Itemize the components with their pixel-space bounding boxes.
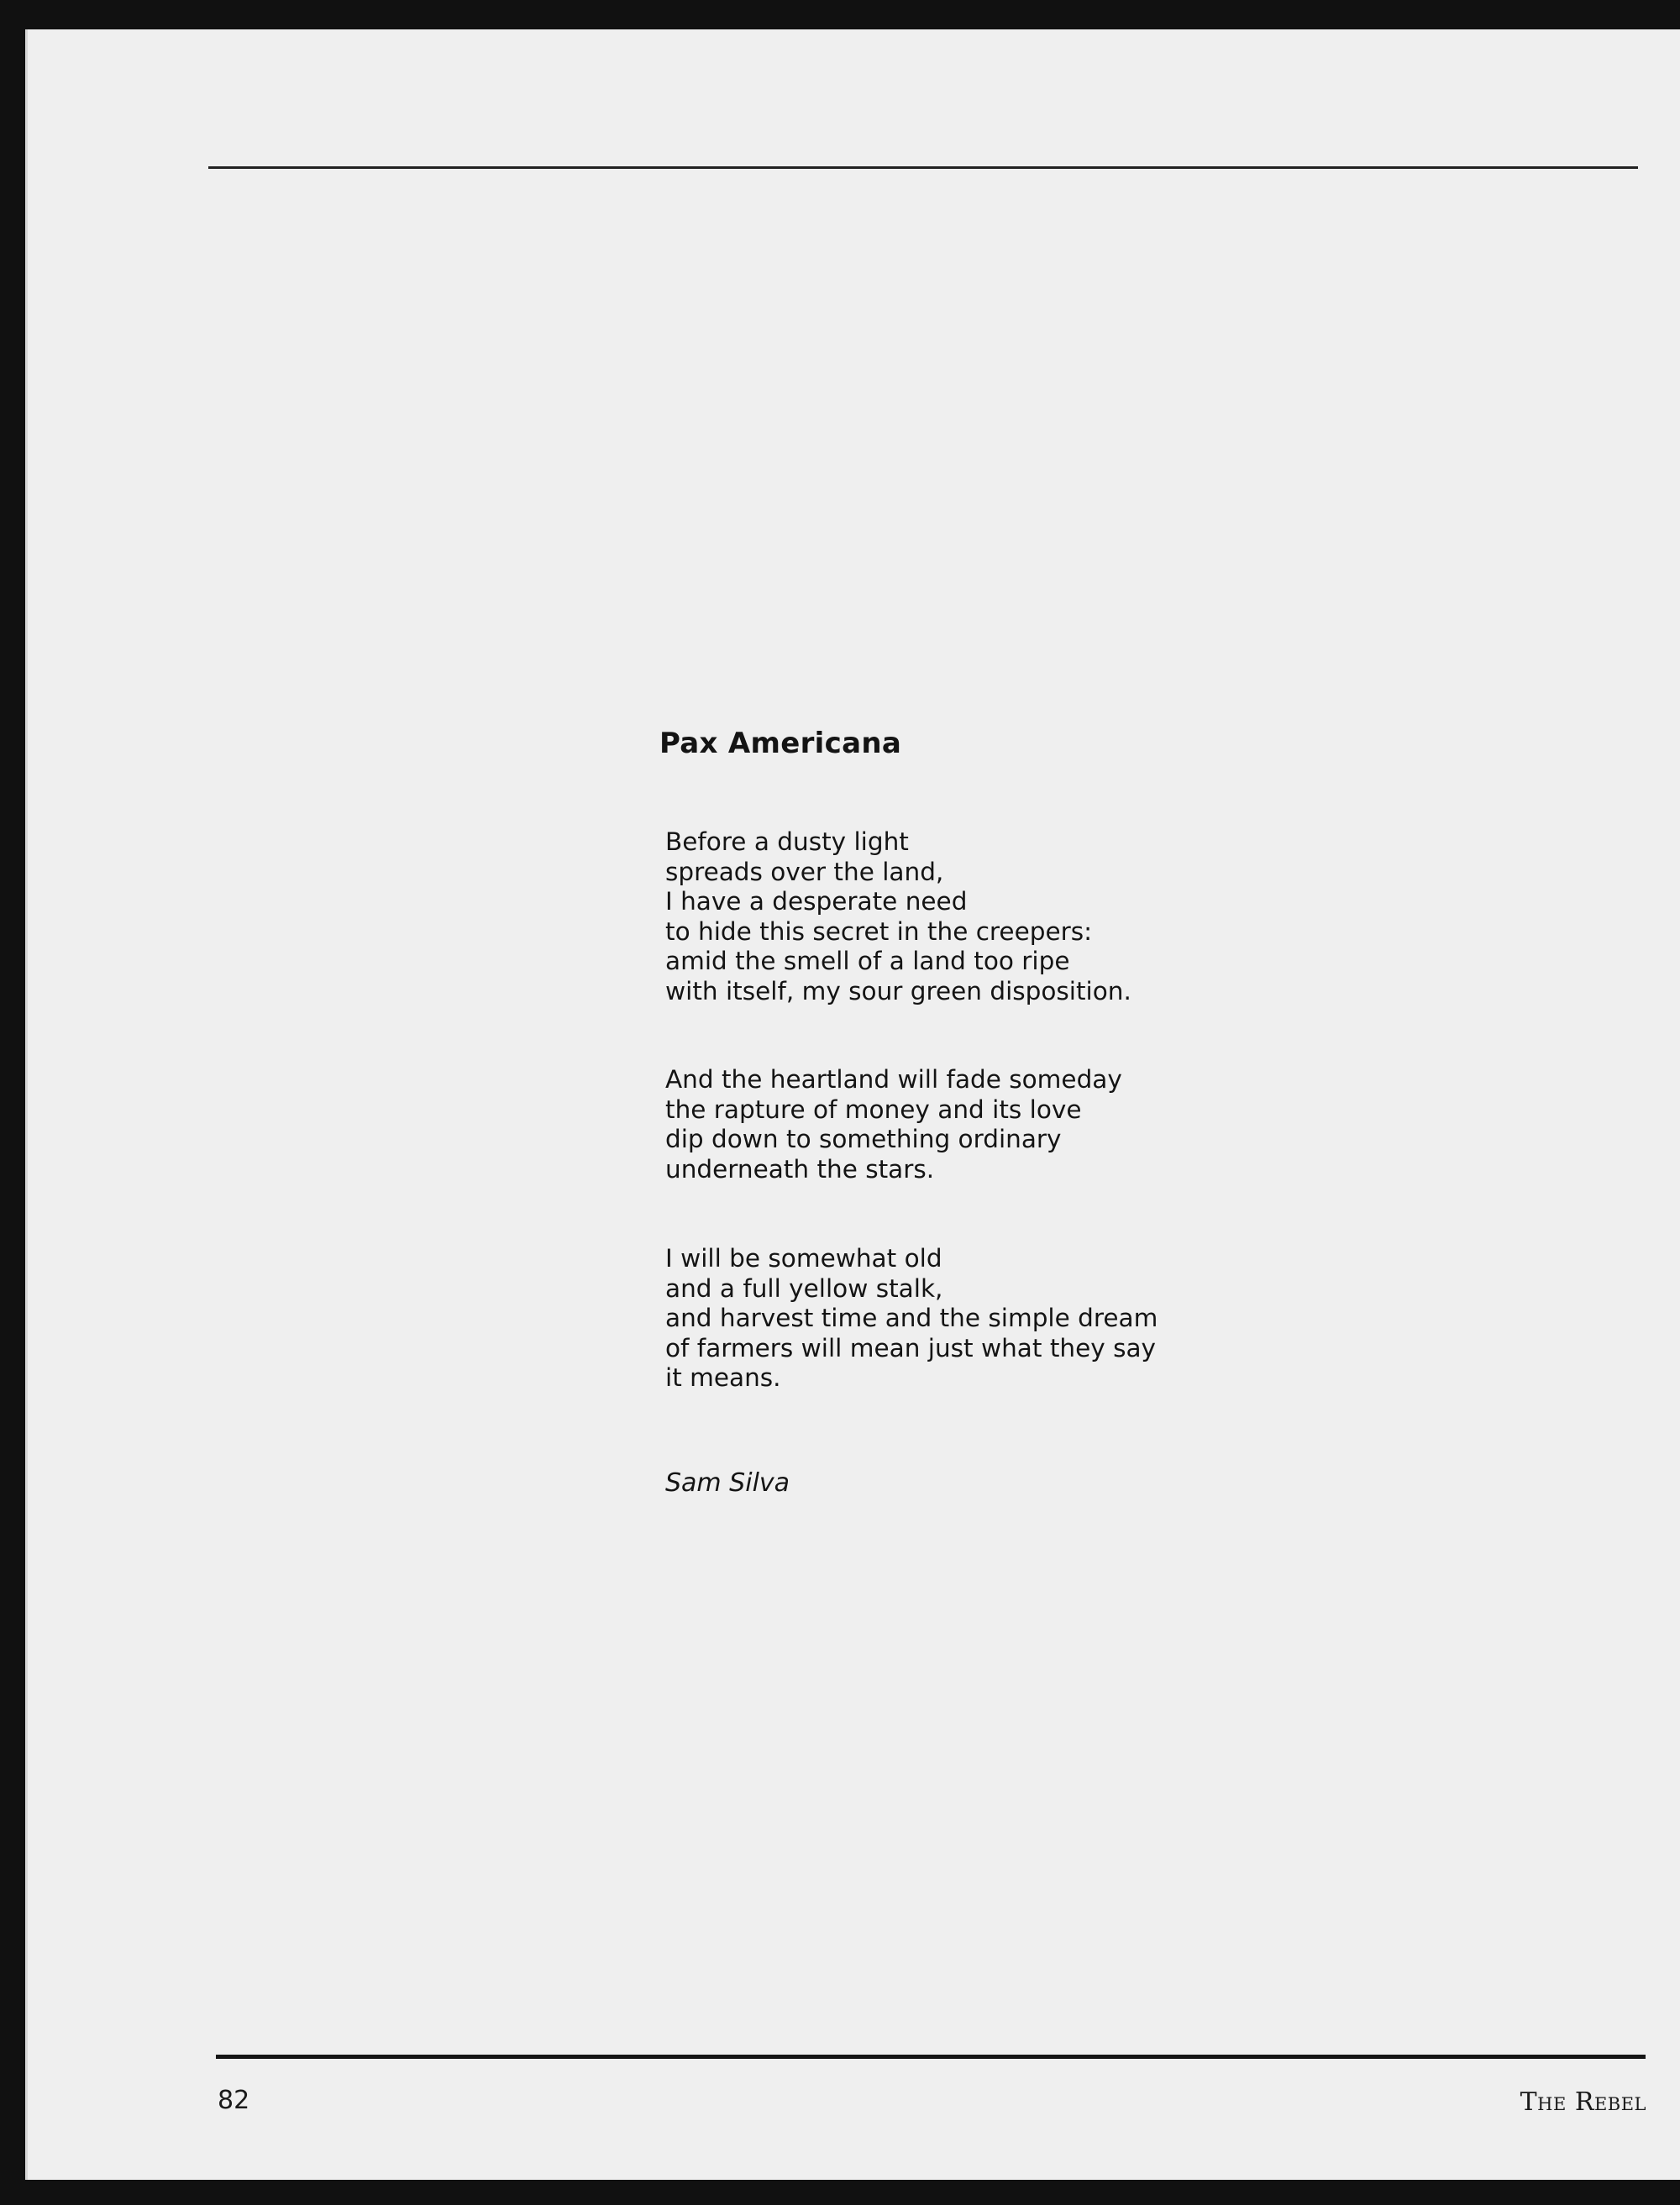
poem-line: Before a dusty light (665, 827, 909, 856)
poem-line: dip down to something ordinary (665, 1125, 1062, 1153)
poem-line: spreads over the land, (665, 857, 944, 886)
poem-line: amid the smell of a land too ripe (665, 947, 1070, 975)
poem-line: with itself, my sour green disposition. (665, 976, 1131, 1005)
stanza-2 (665, 1065, 1122, 1184)
poem-title: Pax Americana (659, 727, 902, 760)
poem-line: the rapture of money and its love (665, 1095, 1082, 1124)
poem-line: and a full yellow stalk, (665, 1273, 943, 1303)
stanza-3 (665, 1244, 1158, 1394)
bottom-rule (216, 2055, 1646, 2059)
top-rule (208, 166, 1638, 169)
poem-line: I will be somewhat old (665, 1244, 942, 1273)
book-page (25, 29, 1680, 2180)
poem-line: of farmers will mean just what they say (665, 1333, 1156, 1362)
poem-line: it means. (665, 1363, 781, 1392)
page-number: 82 (218, 2086, 250, 2115)
poem-author: Sam Silva (665, 1468, 790, 1498)
poem-line: I have a desperate need (665, 887, 968, 916)
poem-line: and harvest time and the simple dream (665, 1304, 1158, 1332)
poem-line: to hide this secret in the creepers: (665, 916, 1093, 946)
stanza-1 (665, 827, 1131, 1006)
poem-line: underneath the stars. (665, 1154, 935, 1184)
running-title: The Rebel (1520, 2087, 1646, 2117)
poem-line: And the heartland will fade someday (665, 1065, 1122, 1094)
